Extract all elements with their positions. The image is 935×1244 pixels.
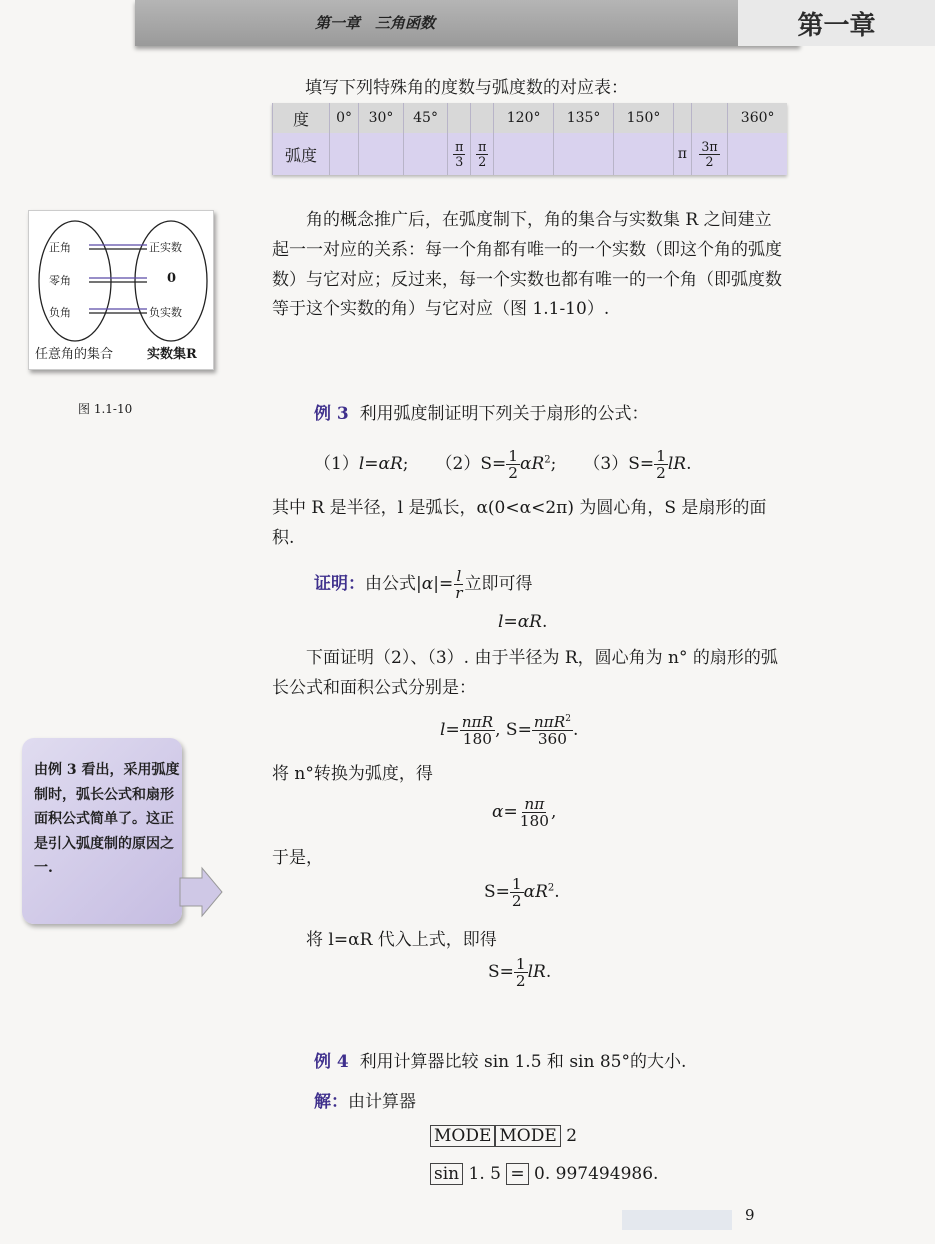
table-cell — [691, 133, 728, 175]
example3-title — [314, 400, 649, 430]
table-cell — [728, 133, 787, 175]
table-cell — [448, 103, 471, 133]
paragraph-correspondence: 角的概念推广后，在弧度制下，角的集合与实数集 R 之间建立起一一对应的关系：每一个角都有唯一的一个实数（即这个角的弧度数）与它对应；反过来，每一个实数也都有唯一的一个角（即弧度数等于这个实数的角）与它对应（图 1.1-10）. — [272, 210, 782, 320]
degree-radian-table — [272, 103, 787, 175]
sin-key: sin — [430, 1163, 463, 1185]
calc-input: 1. 5 — [468, 1164, 501, 1184]
page-number: 9 — [745, 1206, 755, 1224]
table-cell — [471, 133, 494, 175]
proof-line: 证明：由公式|α|= $\frac{l}{r}$ 立即可得 — [314, 567, 533, 603]
label-negative-real: 负实数 — [149, 306, 182, 319]
frac-num: 3π — [701, 139, 718, 155]
example4-tag: 例 4 — [314, 1052, 349, 1072]
key-two: 2 — [566, 1126, 578, 1146]
real-set-label: 实数集R — [147, 347, 197, 362]
convert-text: 将 n°转换为弧度，得 — [272, 764, 433, 784]
table-cell — [673, 103, 691, 133]
frac-num: π — [455, 139, 464, 155]
figure-caption: 图 1.1-10 — [78, 402, 133, 416]
table-cell: 135° — [554, 103, 614, 133]
table-cell — [554, 133, 614, 175]
chapter-tab: 第一章 — [738, 0, 935, 46]
row-label-radian: 弧度 — [273, 133, 330, 175]
radian-row — [273, 133, 788, 175]
page-header — [135, 0, 876, 46]
formula-label: （2） — [435, 454, 481, 475]
table-cell: 150° — [614, 103, 674, 133]
label-zero-angle: 零角 — [49, 274, 71, 287]
row-label-degree: 度 — [273, 103, 330, 133]
substitute-text: 将 l=αR 代入上式，即得 — [306, 930, 497, 950]
proof-text2: 立即可得 — [464, 574, 533, 595]
side-note-text: 由例 3 看出，采用弧度制时，弧长公式和扇形面积公式简单了。这正是引入弧度制的原因之一. — [34, 762, 180, 876]
angle-set-label: 任意角的集合 — [35, 347, 114, 362]
solution-tag: 解： — [314, 1092, 348, 1112]
proof-text: 由公式 — [365, 574, 416, 595]
proof-tag: 证明： — [314, 574, 365, 595]
table-cell — [471, 103, 494, 133]
area-formula-final: S= $\frac{1}{2}$ lR. — [488, 955, 552, 991]
solution-text: 由计算器 — [348, 1092, 416, 1112]
table-cell — [691, 103, 728, 133]
note-arrow-icon — [180, 868, 224, 920]
example4-text: 利用计算器比较 sin 1.5 和 sin 85°的大小. — [359, 1052, 687, 1072]
table-cell — [614, 133, 674, 175]
mode-key: MODE — [495, 1125, 560, 1147]
example3-desc: 其中 R 是半径，l 是弧长，α(0<α<2π) 为圆心角，S 是扇形的面积. — [272, 498, 767, 548]
so-text: 于是， — [272, 848, 323, 868]
angle-real-mapping-diagram — [28, 210, 214, 370]
degree-row — [273, 103, 788, 133]
side-note — [22, 738, 182, 924]
frac-den: 2 — [478, 153, 487, 169]
example3-tag: 例 3 — [314, 404, 349, 424]
label-negative-angle: 负角 — [49, 306, 71, 319]
example4-title — [314, 1048, 686, 1078]
equals-key: = — [506, 1163, 528, 1185]
label-zero-real: 0 — [167, 271, 177, 286]
frac-den: 3 — [455, 153, 464, 169]
example3-formulas: （1）l=αR; （2）S= $\frac{1}{2}$ $\alpha R^2$; （3）S= $\frac{1}{2}$ lR. — [314, 447, 692, 483]
degree-formulas: l= $\frac{\text{nπR}}{180}$ , S= $\frac{n\pi R^2}{360}$ . — [440, 713, 579, 749]
table-cell — [330, 133, 359, 175]
area-formula: S= $\frac{1}{2}$ $\alpha R^2$. — [484, 875, 560, 911]
example3-text: 利用弧度制证明下列关于扇形的公式： — [359, 404, 649, 424]
frac-den: 2 — [705, 153, 714, 169]
table-cell — [403, 133, 448, 175]
proof-result: l=αR. — [498, 612, 548, 632]
table-intro: 填写下列特殊角的度数与弧度数的对应表： — [305, 78, 628, 98]
solution-line — [314, 1088, 416, 1118]
calc-keys-line2 — [430, 1160, 658, 1190]
table-cell: 360° — [728, 103, 787, 133]
proof-continue: 下面证明（2）、（3）. 由于半径为 R，圆心角为 n° 的扇形的弧长公式和面积公式分别是： — [272, 648, 778, 698]
alpha-formula: α= $\frac{n\pi}{180}$ , — [492, 795, 557, 831]
table-cell: 30° — [359, 103, 404, 133]
calc-result: 0. 997494986. — [534, 1164, 659, 1184]
mode-key: MODE — [430, 1125, 495, 1147]
table-cell — [494, 133, 554, 175]
label-positive-real: 正实数 — [149, 241, 182, 254]
table-cell — [359, 133, 404, 175]
table-cell: 0° — [330, 103, 359, 133]
table-cell: π — [673, 133, 691, 175]
table-cell: 120° — [494, 103, 554, 133]
frac-num: π — [478, 139, 487, 155]
table-cell: 45° — [403, 103, 448, 133]
footer-decoration — [622, 1210, 732, 1230]
calc-keys-line1 — [430, 1122, 577, 1152]
section-title: 第一章 三角函数 — [315, 14, 436, 32]
table-cell — [448, 133, 471, 175]
label-positive-angle: 正角 — [49, 241, 71, 254]
formula-label: （1） — [314, 454, 359, 475]
formula-label: （3） — [583, 454, 629, 475]
